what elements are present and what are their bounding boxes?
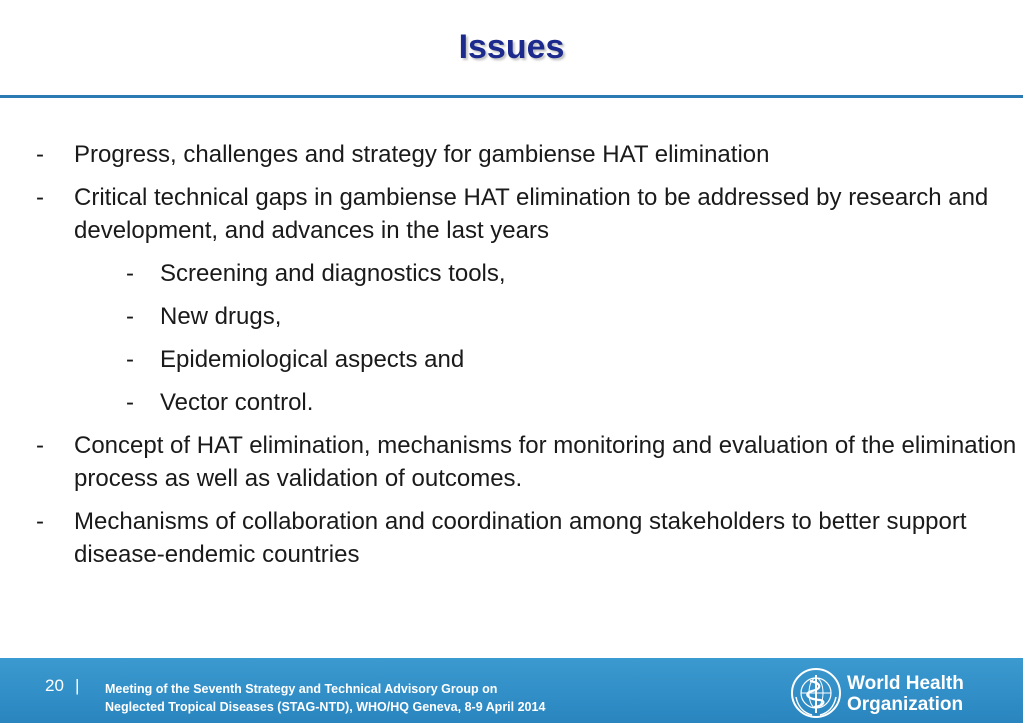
title-divider bbox=[0, 95, 1023, 98]
page-separator: | bbox=[75, 676, 80, 695]
bullet-item bbox=[28, 429, 1018, 495]
bullet-text: Mechanisms of collaboration and coordination among stakeholders to better support disease-endemic countries bbox=[74, 508, 967, 568]
bullet-dash: - bbox=[126, 260, 134, 287]
sub-bullet-text: Vector control. bbox=[160, 389, 314, 416]
slide-content bbox=[28, 138, 1018, 581]
bullet-dash: - bbox=[126, 303, 134, 330]
bullet-dash: - bbox=[126, 389, 134, 416]
sub-bullet-text: Screening and diagnostics tools, bbox=[160, 260, 506, 287]
footer-bar bbox=[0, 658, 1023, 723]
bullet-item bbox=[28, 181, 1018, 247]
organization-name-line: World Health bbox=[847, 673, 964, 694]
bullet-dash: - bbox=[36, 184, 44, 211]
page-number: 20 bbox=[45, 676, 64, 695]
sub-bullet-item bbox=[28, 386, 1018, 419]
organization-name-line: Organization bbox=[847, 694, 964, 715]
sub-bullet-text: Epidemiological aspects and bbox=[160, 346, 465, 373]
who-emblem-icon bbox=[790, 667, 842, 719]
bullet-dash: - bbox=[36, 508, 44, 535]
meeting-caption-line: Neglected Tropical Diseases (STAG-NTD), WHO/HQ Geneva, 8-9 April 2014 bbox=[105, 700, 546, 714]
organization-name bbox=[847, 673, 964, 715]
sub-bullet-text: New drugs, bbox=[160, 303, 282, 330]
bullet-item bbox=[28, 138, 1018, 171]
bullet-text: Progress, challenges and strategy for gambiense HAT elimination bbox=[74, 141, 770, 168]
bullet-text: Critical technical gaps in gambiense HAT elimination to be addressed by research and development, and advances in the last years bbox=[74, 184, 989, 244]
bullet-dash: - bbox=[126, 346, 134, 373]
bullet-item bbox=[28, 505, 1018, 571]
bullet-dash: - bbox=[36, 432, 44, 459]
bullet-dash: - bbox=[36, 141, 44, 168]
meeting-caption-line: Meeting of the Seventh Strategy and Technical Advisory Group on bbox=[105, 682, 498, 696]
slide-title: Issues bbox=[458, 28, 565, 66]
sub-bullet-item bbox=[28, 257, 1018, 290]
meeting-caption bbox=[105, 680, 545, 716]
sub-bullet-item bbox=[28, 300, 1018, 333]
bullet-text: Concept of HAT elimination, mechanisms for monitoring and evaluation of the elimination process as well as validation of outcomes. bbox=[74, 432, 1017, 492]
sub-bullet-item bbox=[28, 343, 1018, 376]
